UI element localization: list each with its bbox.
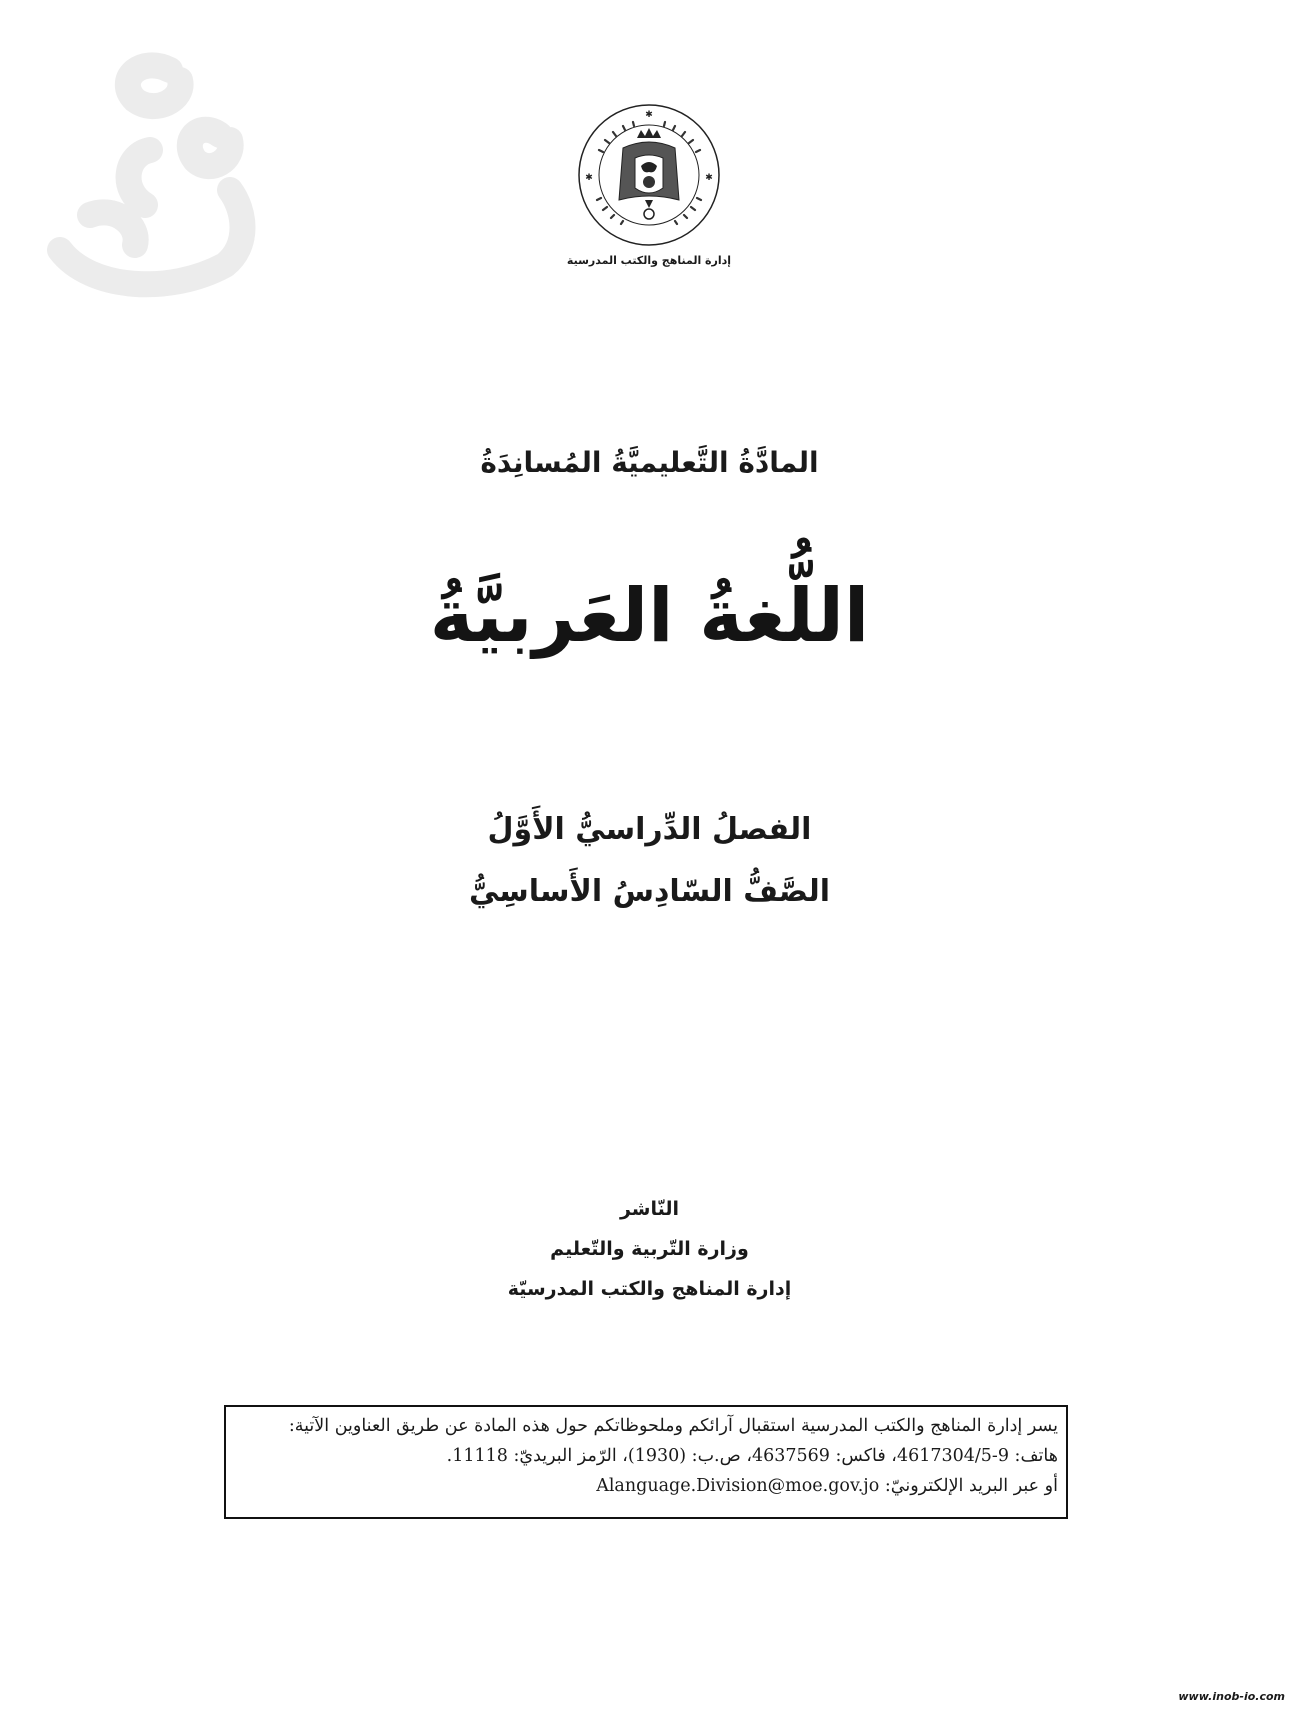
svg-text:✱: ✱ <box>585 173 593 183</box>
ministry-emblem <box>575 100 723 250</box>
svg-text:✱: ✱ <box>705 173 713 183</box>
contact-email-line: أو عبر البريد الإلكترونيّ: Alanguage.Division@moe.gov.jo <box>596 1476 1058 1496</box>
svg-text:✱: ✱ <box>645 110 653 120</box>
contact-phone-line: هاتف: 9-4617304/5، فاكس: 4637569، ص.ب: (1930)، الرّمز البريديّ: 11118. <box>446 1446 1058 1466</box>
footer-url: www.inob-io.com <box>1178 1690 1285 1703</box>
contact-intro-line: يسر إدارة المناهج والكتب المدرسية استقبال آرائكم وملحوظاتكم حول هذه المادة عن طريق العناوين الآتية: <box>288 1416 1058 1436</box>
semester-heading: الفصلُ الدِّراسيُّ الأَوَّلُ <box>487 812 812 847</box>
subject-title: اللُّغةُ العَربيَّةُ <box>429 573 870 659</box>
publisher-ministry: وزارة التّربية والتّعليم <box>550 1238 749 1260</box>
supporting-material-heading: المادَّةُ التَّعليميَّةُ المُسانِدَةُ <box>480 446 819 479</box>
emblem-caption: إدارة المناهج والكتب المدرسية <box>566 254 732 267</box>
contact-box <box>224 1405 1068 1519</box>
grade-heading: الصَّفُّ السّادِسُ الأَساسِيُّ <box>468 874 831 909</box>
calligraphy-watermark <box>20 40 260 310</box>
publisher-label: النّاشر <box>619 1198 680 1220</box>
publisher-department: إدارة المناهج والكتب المدرسيّة <box>507 1278 792 1300</box>
